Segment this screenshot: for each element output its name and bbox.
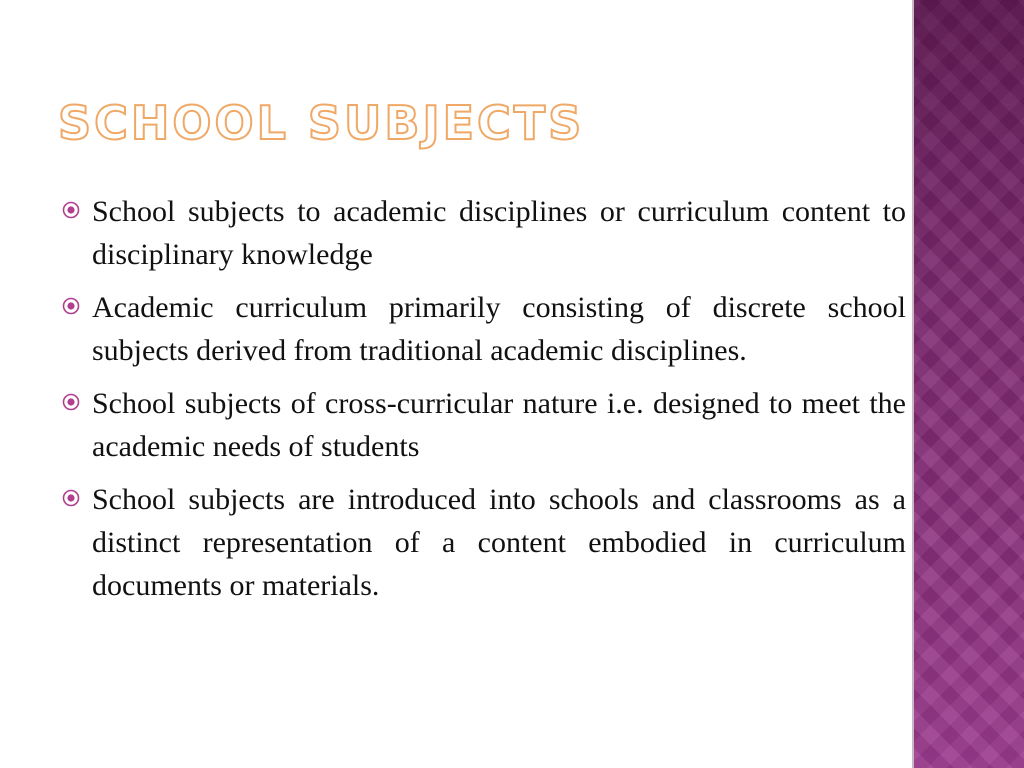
bullet-list bbox=[62, 190, 906, 617]
bullet-text: School subjects to academic disciplines or curriculum content to disciplinary knowledge bbox=[92, 195, 906, 271]
bullet-text: Academic curriculum primarily consisting of discrete school subjects derived from traditional academic disciplines. bbox=[92, 291, 906, 367]
circled-dot-bullet-icon bbox=[62, 489, 80, 507]
bullet-item bbox=[62, 190, 906, 276]
bullet-item bbox=[62, 286, 906, 372]
bullet-item bbox=[62, 382, 906, 468]
circled-dot-bullet-icon bbox=[62, 297, 80, 315]
circled-dot-bullet-icon bbox=[62, 201, 80, 219]
bullet-text: School subjects are introduced into schools and classrooms as a distinct representation of a content embodied in curriculum documents or materials. bbox=[92, 483, 906, 602]
bullet-item bbox=[62, 478, 906, 607]
decorative-side-band bbox=[912, 0, 1024, 768]
bullet-text: School subjects of cross-curricular nature i.e. designed to meet the academic needs of students bbox=[92, 387, 906, 463]
circled-dot-bullet-icon bbox=[62, 393, 80, 411]
slide-title: SCHOOL SUBJECTS bbox=[58, 96, 585, 150]
